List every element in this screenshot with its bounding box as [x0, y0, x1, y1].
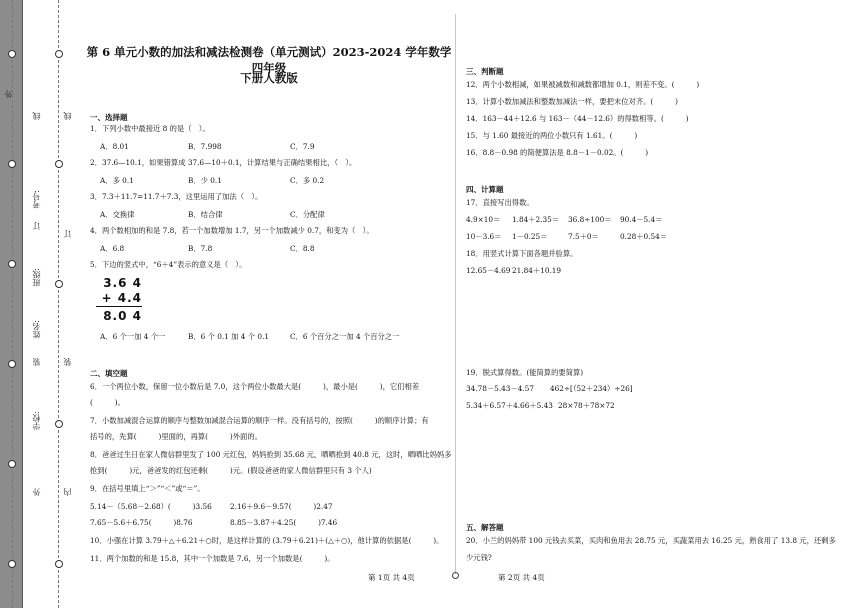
q2-option-a[interactable]: A．多 0.1 — [100, 176, 134, 185]
exam-no-label: 考号: — [32, 190, 41, 209]
question-11: 11．两个加数的和是 15.8，其中一个加数是 7.6，另一个加数是( )。 — [90, 554, 335, 563]
margin-line-char: 线 — [32, 112, 41, 120]
q9-item-3: 7.65－5.6＋6.75( )8.76 — [90, 518, 193, 527]
q17-item-1: 4.9×10＝ — [466, 215, 501, 224]
calc-row-3: 8.0 4 — [103, 309, 142, 323]
q5-option-a[interactable]: A．6 个一加 4 个一 — [100, 332, 166, 341]
q2-option-b[interactable]: B．少 0.1 — [188, 176, 222, 185]
question-6-line1: 6．一个两位小数，保留一位小数后是 7.0，这个两位小数最大是( )，最小是( )，它们相差 — [90, 382, 420, 391]
q3-option-c[interactable]: C．分配律 — [290, 210, 325, 219]
question-6-line2: ( )。 — [90, 398, 125, 407]
binding-margin — [0, 0, 78, 608]
question-5: 5．下边的竖式中，“6＋4”表示的意义是（ ）。 — [90, 260, 247, 269]
q1-option-a[interactable]: A．8.01 — [100, 142, 129, 151]
q3-option-b[interactable]: B．结合律 — [188, 210, 223, 219]
q17-item-2: 1.84＋2.35＝ — [512, 215, 560, 224]
q19-item-4: 28×78＋78×72 — [558, 401, 615, 410]
calc-row-1: 3.6 4 — [103, 276, 142, 290]
q1-option-c[interactable]: C．7.9 — [290, 142, 315, 151]
q9-item-1: 5.14－（5.68－2.68）( )3.56 — [90, 502, 212, 511]
q17-item-8: 0.28＋0.54＝ — [620, 232, 668, 241]
question-16: 16．8.8－0.98 的简便算法是 8.8－1－0.02。( ) — [466, 148, 649, 157]
q4-option-a[interactable]: A．6.8 — [100, 244, 125, 253]
question-19: 19．脱式算得数。(能简算的要简算) — [466, 368, 584, 377]
q18-item-1: 12.65－4.69 — [466, 266, 511, 275]
q2-option-c[interactable]: C．多 0.2 — [290, 176, 325, 185]
margin-circle — [8, 260, 16, 268]
question-9: 9．在括号里填上“＞”“＜”或“＝”。 — [90, 484, 205, 493]
margin-circle — [8, 50, 16, 58]
margin-circle — [8, 560, 16, 568]
q5-option-b[interactable]: B．6 个 0.1 加 4 个 0.1 — [188, 332, 269, 341]
question-3: 3．7.3＋11.7=11.7＋7.3，这里运用了加法（ ）。 — [90, 192, 263, 201]
margin-bind-char: 装 — [32, 358, 41, 366]
question-1: 1．下列小数中最接近 8 的是（ ）。 — [90, 124, 210, 133]
section-fill-heading: 二、填空题 — [90, 369, 128, 378]
question-8-line2: 抢到( )元，爸爸发的红包还剩( )元。(假设爸爸的家人微信群里只有 3 个人) — [90, 466, 372, 475]
dashed-cut-line-inner — [58, 0, 59, 608]
question-18: 18．用竖式计算下面各题并验算。 — [466, 249, 578, 258]
section-choice-heading: 一、选择题 — [90, 113, 128, 122]
name-label: 姓名: — [32, 320, 41, 339]
q3-option-a[interactable]: A．交换律 — [100, 210, 135, 219]
margin-outer-char: 外 — [4, 90, 13, 98]
class-label: 班级: — [32, 268, 41, 287]
section-answer-heading: 五、解答题 — [466, 523, 504, 532]
q17-item-3: 36.8÷100＝ — [568, 215, 612, 224]
q9-item-4: 8.85－3.87＋4.25( )7.46 — [230, 518, 338, 527]
exam-title-line2: 下册人教版 — [240, 71, 298, 85]
margin-inner-order-char: 订 — [63, 230, 72, 238]
question-14: 14．163－44＋12.6 与 163－（44－12.6）的得数相等。( ) — [466, 114, 689, 123]
question-17: 17．直接写出得数。 — [466, 198, 534, 207]
question-7-line1: 7．小数加减混合运算的顺序与整数加减混合运算的顺序一样。没有括号的，按照( )的顺序计算；有 — [90, 416, 429, 425]
q4-option-c[interactable]: C．8.8 — [290, 244, 315, 253]
margin-order-char: 订 — [32, 222, 41, 230]
q19-item-1: 34.78－5.43－4.57 — [466, 384, 534, 393]
section-judge-heading: 三、判断题 — [466, 67, 504, 76]
q17-item-4: 90.4－5.4＝ — [620, 215, 663, 224]
calc-bar — [96, 306, 142, 307]
question-13: 13．计算小数加减法和整数加减法一样，要把末位对齐。( ) — [466, 97, 678, 106]
q9-item-2: 2.16＋9.6－9.57( )2.47 — [230, 502, 333, 511]
binding-strip-inner — [22, 0, 31, 608]
margin-circle — [55, 280, 63, 288]
question-20-line1: 20．小兰的妈妈带 100 元钱去买菜，买肉和鱼用去 28.75 元，买蔬菜用去 16.25 元，熟食用了 13.8 元，还剩多 — [466, 536, 836, 545]
margin-circle — [55, 50, 63, 58]
section-calc-heading: 四、计算题 — [466, 185, 504, 194]
q18-item-2: 21.84＋10.19 — [512, 266, 562, 275]
page-number-left: 第 1页 共 4页 — [368, 573, 415, 582]
q19-item-3: 5.34＋6.57＋4.66＋5.43 — [466, 401, 553, 410]
question-20-line2: 少元钱? — [466, 553, 492, 562]
school-label: 学校: — [32, 411, 41, 430]
question-4: 4．两个数相加的和是 7.8，若一个加数增加 1.7，另一个加数减少 0.7，和变为（ ）。 — [90, 226, 374, 235]
q17-item-7: 7.5＋0＝ — [568, 232, 599, 241]
left-page — [86, 0, 452, 608]
vertical-calculation — [96, 276, 142, 322]
question-7-line2: 括号的，先算( )里面的，再算( )外面的。 — [90, 432, 262, 441]
q17-item-6: 1－0.25＝ — [512, 232, 548, 241]
q19-item-2: 462÷[（52＋234）÷26] — [550, 384, 633, 393]
q17-item-5: 10－3.6＝ — [466, 232, 502, 241]
margin-inner-line-char: 线 — [63, 112, 72, 120]
q1-option-b[interactable]: B．7.998 — [188, 142, 222, 151]
page-number-right: 第 2页 共 4页 — [498, 573, 545, 582]
q4-option-b[interactable]: B．7.8 — [188, 244, 213, 253]
exam-title-line1: 第 6 单元小数的加法和减法检测卷（单元测试）2023-2024 学年数学四年级 — [86, 45, 452, 75]
calc-row-2: + 4.4 — [101, 291, 142, 305]
question-12: 12．两个小数相减，如果被减数和减数都增加 0.1，则差不变。( ) — [466, 80, 700, 89]
question-8-line1: 8．爸爸过生日在家人微信群里发了 100 元红包，妈妈抢到 35.68 元，晒晒抢到 40.8 元，这时，晒晒比妈妈多 — [90, 450, 452, 459]
margin-circle — [55, 420, 63, 428]
question-2: 2．37.6—10.1，如果错算成 37.6—10＋0.1，计算结果与正确结果相比，（ ）。 — [90, 158, 357, 167]
page-divider — [455, 14, 456, 574]
margin-circle — [8, 160, 16, 168]
footer-dot — [452, 572, 459, 579]
q5-option-c[interactable]: C．6 个百分之一加 4 个百分之一 — [290, 332, 400, 341]
margin-circle — [8, 360, 16, 368]
question-15: 15．与 1.60 最接近的两位小数只有 1.61。( ) — [466, 131, 638, 140]
margin-outer-char-2: 外 — [32, 488, 41, 496]
question-10: 10．小强在计算 3.79＋△＋6.21＋○时，是这样计算的 (3.79＋6.21)＋(△＋○)，他计算的依据是( )。 — [90, 536, 444, 545]
margin-inner-char: 内 — [63, 488, 72, 496]
margin-inner-bind-char: 装 — [63, 358, 72, 366]
right-page — [462, 0, 854, 608]
margin-circle — [55, 160, 63, 168]
margin-circle — [55, 560, 63, 568]
margin-circle — [8, 460, 16, 468]
